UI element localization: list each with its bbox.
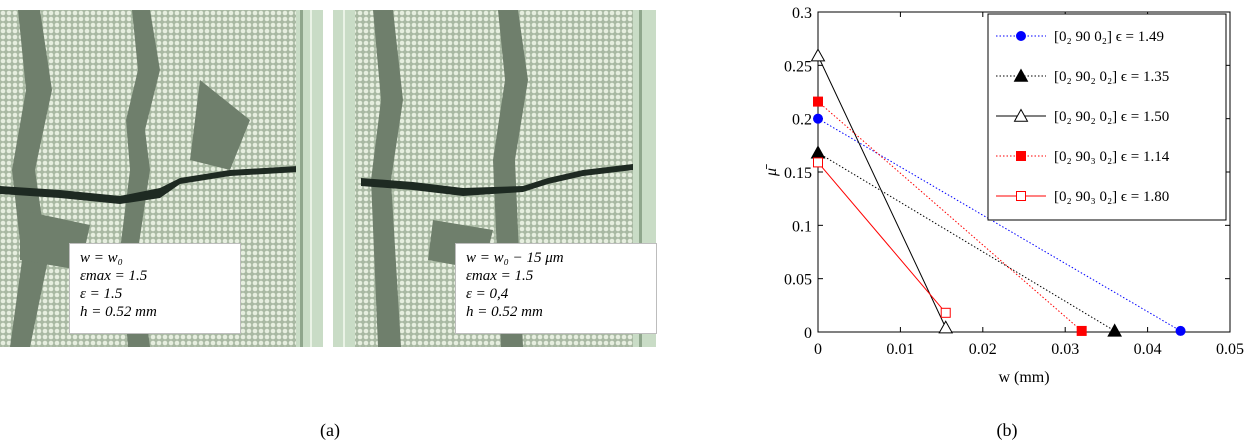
info-line: εmax = 1.5 — [80, 268, 148, 284]
x-tick-label: 0.02 — [968, 341, 997, 358]
info-line: w = w₀ — [80, 250, 123, 266]
legend-label: [0₂ 90₃ 0₂] ϵ = 1.80 — [1054, 189, 1170, 205]
info-box-left — [69, 243, 241, 334]
x-tick-label: 0.01 — [886, 341, 915, 358]
x-tick-label: 0.04 — [1133, 341, 1162, 358]
x-tick-label: 0.05 — [1216, 341, 1244, 358]
y-tick-label: 0.3 — [792, 5, 812, 22]
info-line: ε = 1.5 — [80, 286, 123, 302]
legend-label: [0₂ 90₃ 0₂] ϵ = 1.14 — [1054, 149, 1170, 165]
y-tick-label: 0 — [804, 325, 812, 342]
y-tick-label: 0.05 — [784, 271, 812, 289]
caption-b: (b) — [996, 420, 1018, 440]
legend-marker — [1017, 192, 1026, 201]
x-tick-label: 0.03 — [1051, 341, 1080, 358]
y-tick-label: 0.15 — [784, 165, 812, 182]
info-line: εmax = 1.5 — [466, 268, 534, 284]
y-axis-label: μ̄ — [763, 167, 780, 177]
y-tick-label: 0.1 — [792, 218, 812, 236]
chart — [760, 0, 1250, 400]
y-tick-label: 0.25 — [784, 58, 812, 76]
data-point — [1176, 326, 1185, 335]
data-point — [1077, 326, 1086, 335]
x-tick-label: 0 — [814, 341, 822, 358]
legend-label: [0₂ 90₂ 0₂] ϵ = 1.50 — [1054, 109, 1170, 125]
x-axis-label: w (mm) — [998, 369, 1050, 386]
info-line: h = 0.52 mm — [80, 304, 157, 320]
legend-label: [0₂ 90 0₂] ϵ = 1.49 — [1054, 29, 1164, 45]
caption-a: (a) — [320, 420, 340, 440]
data-point — [814, 97, 823, 106]
y-tick-label: 0.2 — [792, 111, 812, 129]
info-box-right — [455, 243, 657, 334]
info-line: ε = 0,4 — [466, 286, 509, 302]
info-line: h = 0.52 mm — [466, 304, 543, 320]
data-point — [941, 308, 950, 317]
data-point — [814, 158, 823, 167]
data-point — [814, 114, 823, 123]
legend-marker — [1017, 32, 1026, 41]
info-line: w = w₀ − 15 μm — [466, 250, 564, 266]
legend-marker — [1017, 152, 1026, 161]
legend-label: [0₂ 90₂ 0₂] ϵ = 1.35 — [1054, 69, 1170, 85]
